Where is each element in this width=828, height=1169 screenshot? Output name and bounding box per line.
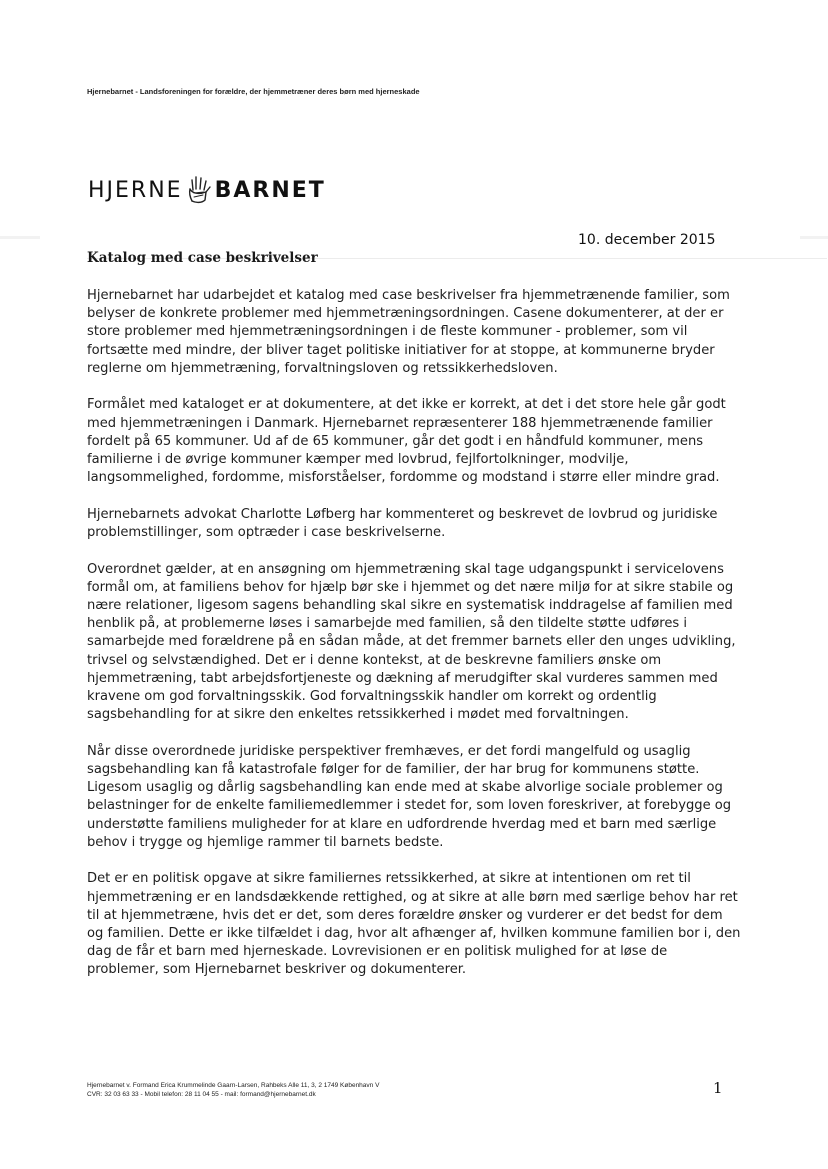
document-date: 10. december 2015 xyxy=(578,232,716,248)
document-title: Katalog med case beskrivelser xyxy=(87,250,318,266)
scan-artifact xyxy=(0,236,40,239)
hand-icon xyxy=(186,175,212,205)
logo-text-part1: HJERNE xyxy=(88,177,183,203)
document-body xyxy=(87,287,741,998)
hjernebarnet-logo xyxy=(88,172,326,208)
paragraph: Overordnet gælder, at en ansøgning om hjemmetræning skal tage udgangspunkt i servicelovens formål om, at familiens behov for hjælp bør ske i hjemmet og det nære miljø for at sikre stabile og nære relationer, ligesom sagens behandling skal sikre en systematisk inddragelse af familien med henblik på, at problemerne løses i samarbejde med familien, så den tildelte støtte udføres i samarbejde med forældrene på en sådan måde, at det fremmer barnets eller den unges udvikling, trivsel og selvstændighed. Det er i denne kontekst, at de beskrevne familiers ønske om hjemmetræning, tabt arbejdsfortjeneste og dækning af merudgifter skal vurderes sammen med kravene om god forvaltningsskik. God forvaltningsskik handler om korrekt og ordentlig sagsbehandling for at sikre den enkeltes retssikkerhed i mødet med forvaltningen. xyxy=(87,561,736,723)
scan-artifact xyxy=(800,236,828,239)
paragraph: Formålet med kataloget er at dokumentere, at det ikke er korrekt, at det i det store hele går godt med hjemmetræningen i Danmark. Hjernebarnet repræsenterer 188 hjemmetrænende familier fordelt på 65 kommuner. Ud af de 65 kommuner, går det godt i en håndfuld kommuner, mens familierne i de øvrige kommuner kæmper med lovbrud, fejlfortolkninger, modvilje, langsommelighed, fordomme, misforståelser, fordomme og modstand i større eller mindre grad. xyxy=(87,397,726,486)
logo-text-part2: BARNET xyxy=(214,177,326,203)
paragraph: Hjernebarnet har udarbejdet et katalog med case beskrivelser fra hjemmetrænende familier, som belyser de konkrete problemer med hjemmetræningsordningen. Casene dokumenterer, at der er store problemer med hjemmetræningsordningen i de fleste kommuner - problemer, som vil fortsætte med mindre, der bliver taget politiske initiativer for at stoppe, at kommunerne bryder reglerne om hjemmetræning, forvaltningsloven og retssikkerhedsloven. xyxy=(87,288,730,376)
paragraph: Hjernebarnets advokat Charlotte Løfberg har kommenteret og beskrevet de lovbrud og juridiske problemstillinger, som optræder i case beskrivelserne. xyxy=(87,506,718,541)
paragraph: Når disse overordnede juridiske perspektiver fremhæves, er det fordi mangelfuld og usaglig sagsbehandling kan få katastrofale følger for de familier, der har brug for kommunens støtte. Ligesom usaglig og dårlig sagsbehandling kan ende med at skabe alvorlige sociale problemer og belastninger for de enkelte familiemedlemmer i stedet for, som loven foreskriver, at forebygge og understøtte familiens muligheder for at klare en udfordrende hverdag med et barn med særlige behov i trygge og hjemlige rammer til barnets bedste. xyxy=(87,743,732,850)
footer-cvr: CVR: 32 03 63 33 - Mobil telefon: 28 11 04 55 - mail: formand@hjernebarnet.dk xyxy=(87,1091,316,1098)
footer-address: Hjernebarnet v. Formand Erica Krummelinde Gaarn-Larsen, Rahbeks Alle 11, 3, 2 1749 København V xyxy=(87,1082,380,1089)
paragraph: Det er en politisk opgave at sikre familiernes retssikkerhed, at sikre at intentionen om ret til hjemmetræning er en landsdækkende rettighed, og at sikre at alle børn med særlige behov har ret til at hjemmetræne, hvis det er det, som deres forældre ønsker og vurderer er det bedst for dem og familien. Dette er ikke tilfældet i dag, hvor alt afhænger af, hvilken kommune familien bor i, den dag de får et barn med hjerneskade. Lovrevisionen er en politisk mulighed for at løse de problemer, som Hjernebarnet beskriver og dokumenterer. xyxy=(87,871,741,978)
footer-contact xyxy=(87,1081,379,1099)
organization-header: Hjernebarnet - Landsforeningen for forældre, der hjemmetræner deres børn med hjerneskade xyxy=(87,87,420,96)
page-number: 1 xyxy=(713,1079,723,1097)
